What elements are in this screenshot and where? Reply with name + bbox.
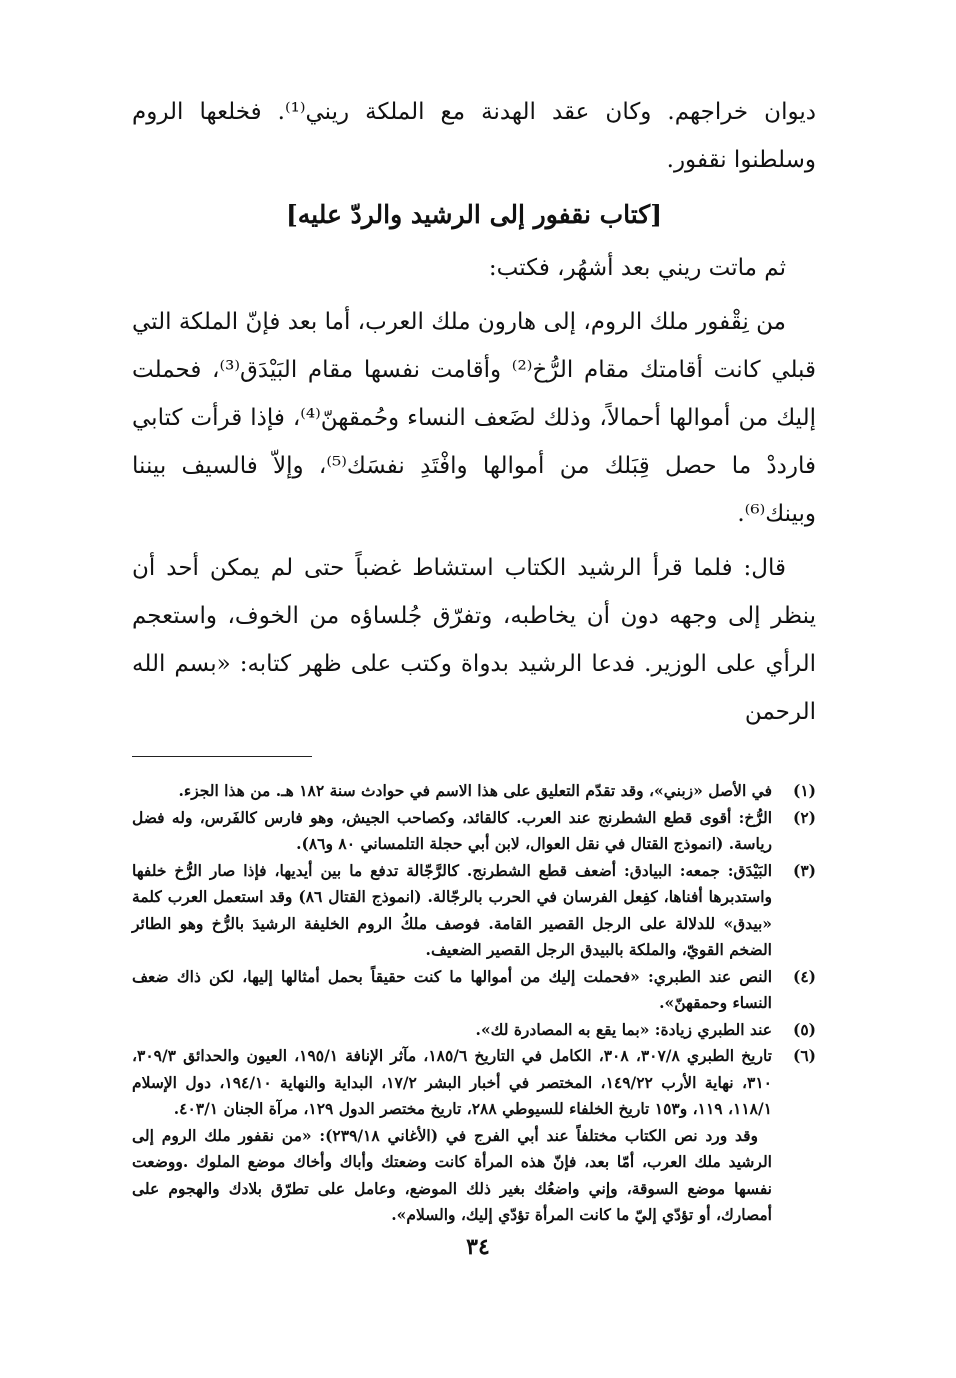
footnotes <box>132 778 816 1229</box>
section-heading: [كتاب نقفور إلى الرشيد والردّ عليه] <box>285 200 663 229</box>
footnote-text: عند الطبري زيادة: «بما يقع به المصادرة لك». <box>475 1019 772 1039</box>
paragraph-3: من نِقْفور ملك الروم، إلى هارون ملك العرب، أما بعد فإنّ الملكة التي قبلي كانت أقامتك مقام الرُّخ⁽²⁾ وأقامت نفسها مقام البَيْدَق⁽³⁾، فحملت إليك من أموالها أحمالاً، وذلك لضَعف النساء وحُمقهنّ⁽⁴⁾، فإذا قرأت كتابي فارددْ ما حصل قِبَلك من أموالها وافْتَدِ نفسَك⁽⁵⁾، وإلاّ فالسيف بيننا وبينك⁽⁶⁾. <box>132 309 816 527</box>
footnote-4 <box>132 964 816 1017</box>
footnote-text: في الأصل «زبني»، وقد تقدّم التعليق على هذا الاسم في حوادث سنة ١٨٢ هـ. من هذا الجزء. <box>178 781 772 800</box>
footnote-number: (٤) <box>792 966 816 986</box>
footnote-continuation: وقد ورد نص الكتاب مختلفاً عند أبي الفرج في (الأغاني ٢٣٩/١٨): «من نقفور ملك الروم إلى الرشيد ملك العرب، أمّا بعد، فإنّ هذه المرأة كانت وضعتك وأباك وأخاك موضع الملوك .ووضعت نفسها موضع السوقة، وإني واضعُك بغير ذلك الموضع، وعامل على تطرّق بلادك والهجوم على أمصارك، أو تؤدّي إليّ ما كانت المرأة تؤدّي إليك، والسلام». <box>132 1125 772 1224</box>
footnote-text: البَيْدَق: جمعه: البيادق: أضعف قطع الشطرنج. كالرَّجّالة تدفع ما بين أيديها، فإذا صار الرُّخ خلفها واستدبرها أفناها، كفِعل الفرسان في الحرب بالرجّالة. (انموذج القتال ٨٦) وقد استعمل العرب كلمة «بيدق» للدلالة على الرجل القصير القامة. فوصف ملكُ الروم الخليفة الرشيدَ بالرُّخ وهو الطائر الضخم القويّ، والملكة بالبيدق الرجل القصير الضعيف. <box>132 860 772 959</box>
footnote-text: النص عند الطبري: «فحملت إليك من أموالها ما كنت حقيقاً بحمل أمثالها إليها، لكن ذاك ضعف النساء وحمقهنّ». <box>132 966 772 1012</box>
page-body <box>132 88 816 1229</box>
footnote-1 <box>132 778 816 805</box>
paragraph-4: قال: فلما قرأ الرشيد الكتاب استشاط غضباً حتى لم يمكن أحد أن ينظر إلى وجهه دون أن يخاطبه، وتفرّق جُلساؤه من الخوف، واستعجم الرأي على الوزير. فدعا الرشيد بدواة وكتب على ظهر كتابه: «بسم الله الرحمن <box>132 555 816 725</box>
footnote-number: (٦) <box>792 1046 816 1065</box>
footnote-text: تاريخ الطبري ٣٠٧/٨، ٣٠٨، الكامل في التاريخ ١٨٥/٦، مآثر الإنافة ١٩٥/١، العيون والحدائق ٣٠٩/٣، ٣١٠، نهاية الأرب ١٤٩/٢٢، المختصر في أخبار البشر ١٧/٢، البداية والنهاية ١٩٤/١٠، دول الإسلام ١١٨/١، ١١٩، و١٥٣ تاريخ الخلفاء للسيوطي ٢٨٨، تاريخ مختصر الدول ١٢٩، مرآة الجنان ٤٠٣/١. <box>132 1046 772 1118</box>
footnote-number: (١) <box>792 781 816 800</box>
footnote-number: (٣) <box>792 860 816 880</box>
main-text <box>132 88 816 736</box>
footnote-separator-wrap <box>132 756 816 778</box>
footnote-5 <box>132 1017 816 1044</box>
footnote-text: الرُّخ: أقوى قطع الشطرنج عند العرب. كالقائد، وكصاحب الجيش، وهو فارس كالفَرس، وله فضل رياسة. (انموذج القتال في نقل العوال، لابن أبي حجلة التلمساني ٨٠ و٨٦). <box>132 807 772 853</box>
footnote-6 <box>132 1043 816 1123</box>
page-number: ٣٤ <box>466 1234 490 1260</box>
paragraph-1: ديوان خراجهم. وكان عقد الهدنة مع الملكة ريني⁽¹⁾. فخلعها الروم وسلطنوا نقفور. <box>132 99 816 173</box>
footnote-number: (٢) <box>792 807 816 827</box>
footnote-separator <box>132 756 312 757</box>
footnote-3 <box>132 858 816 964</box>
footnote-2 <box>132 805 816 858</box>
footnote-number: (٥) <box>792 1019 816 1039</box>
paragraph-2: ثم ماتت ريني بعد أشهُر، فكتب: <box>488 255 786 281</box>
